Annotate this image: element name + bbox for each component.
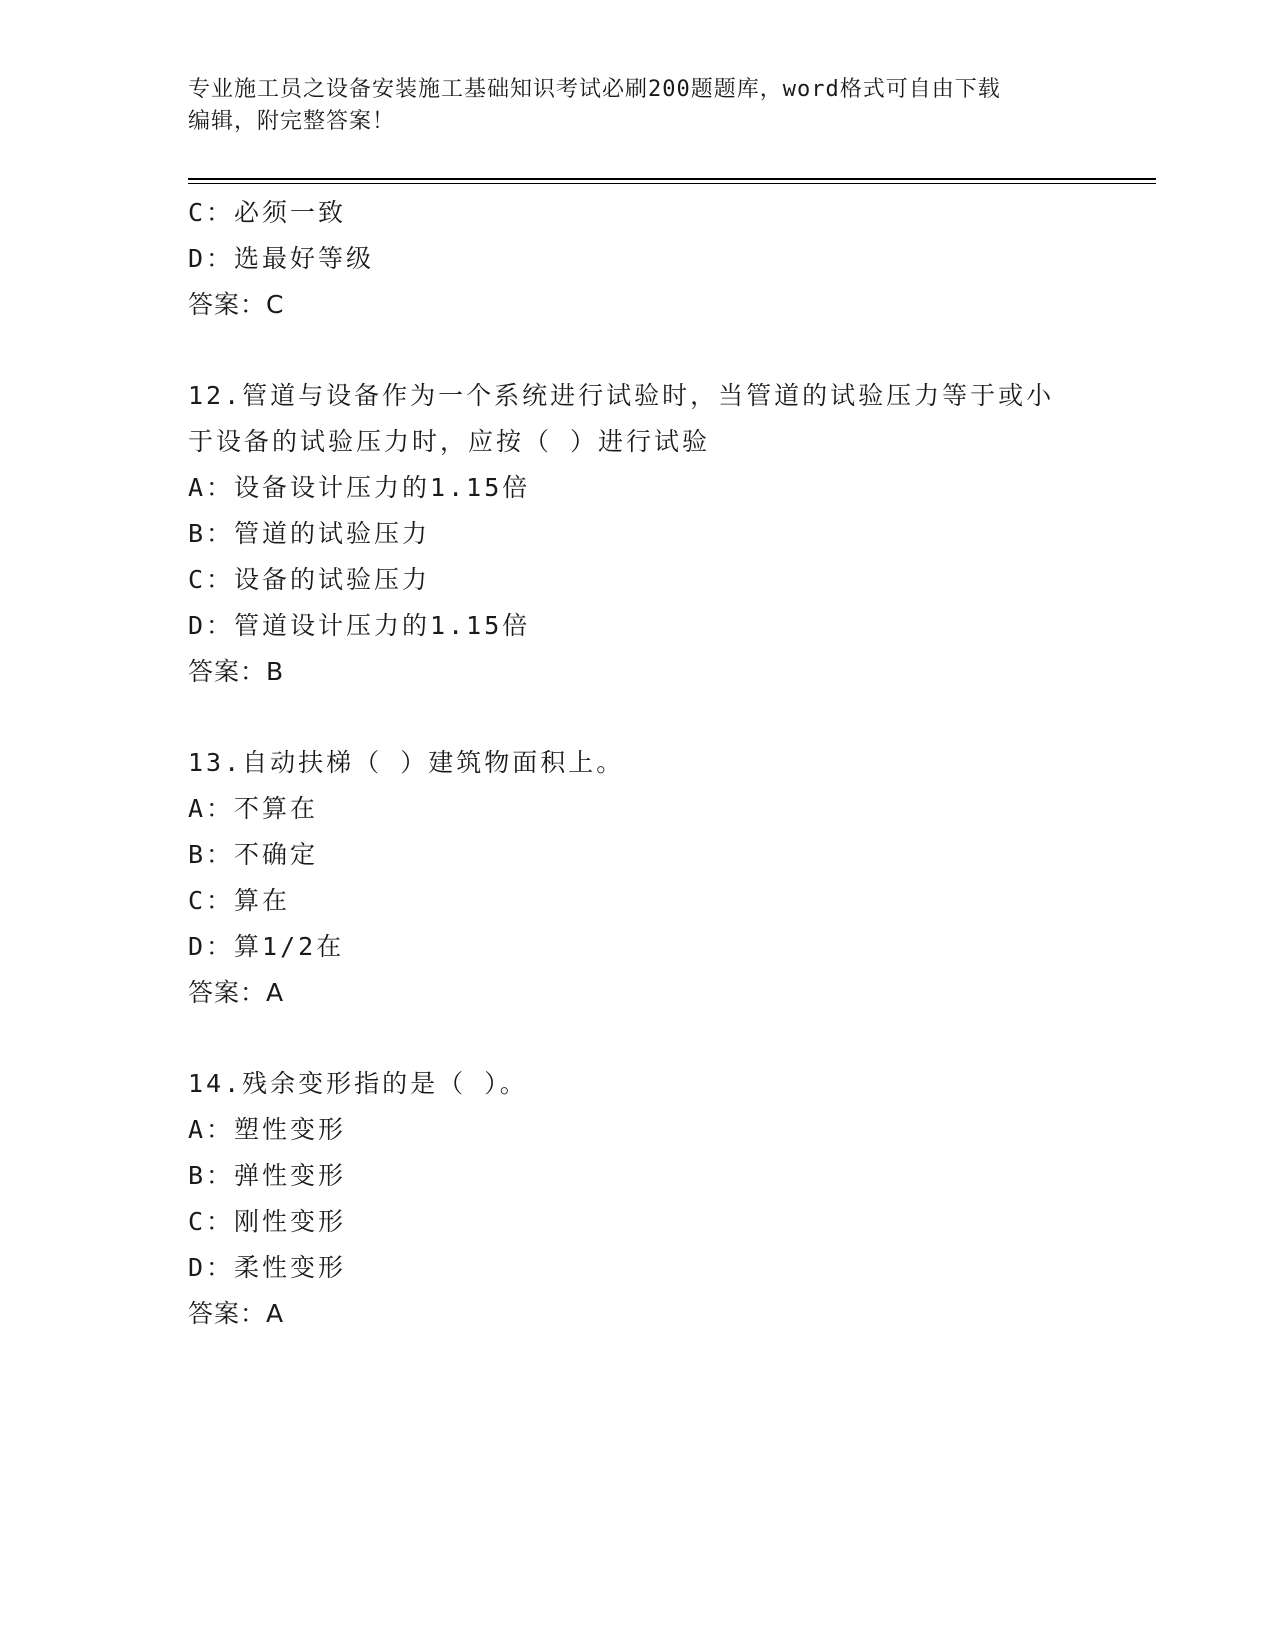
option-d: D：柔性变形 <box>188 1253 347 1282</box>
spacer <box>188 695 1088 740</box>
answer-line: 答案：B <box>188 657 285 686</box>
answer-line: 答案：A <box>188 1299 285 1328</box>
question-stem: 14.残余变形指的是（ ）。 <box>188 1069 528 1098</box>
option-d: D：管道设计压力的1.15倍 <box>188 611 531 640</box>
spacer <box>188 328 1088 373</box>
question-stem: 12.管道与设备作为一个系统进行试验时，当管道的试验压力等于或小 <box>188 381 1055 410</box>
option-b: B：不确定 <box>188 840 319 869</box>
option-d: D：选最好等级 <box>188 244 375 273</box>
header-title-line-2: 编辑，附完整答案！ <box>188 109 396 134</box>
option-c: C：设备的试验压力 <box>188 565 431 594</box>
option-a: A：塑性变形 <box>188 1115 347 1144</box>
header-divider-thick <box>188 178 1156 180</box>
answer-line: 答案：C <box>188 290 285 319</box>
header-title-line-1: 专业施工员之设备安装施工基础知识考试必刷200题题库，word格式可自由下载 <box>188 77 1001 102</box>
question-list <box>188 190 1088 1337</box>
option-c: C：算在 <box>188 886 291 915</box>
option-c: C：刚性变形 <box>188 1207 347 1236</box>
spacer <box>188 1016 1088 1061</box>
option-d: D：算1/2在 <box>188 932 345 961</box>
answer-line: 答案：A <box>188 978 285 1007</box>
option-a: A：不算在 <box>188 794 319 823</box>
question-stem-continued: 于设备的试验压力时，应按（ ）进行试验 <box>188 427 711 456</box>
question-stem: 13.自动扶梯（ ）建筑物面积上。 <box>188 748 625 777</box>
option-a: A：设备设计压力的1.15倍 <box>188 473 531 502</box>
document-header <box>188 74 1088 138</box>
question-11 <box>188 190 1088 328</box>
header-divider-thin <box>188 183 1156 184</box>
question-13 <box>188 740 1088 1016</box>
option-b: B：弹性变形 <box>188 1161 347 1190</box>
question-12 <box>188 373 1088 695</box>
option-c: C：必须一致 <box>188 198 347 227</box>
option-b: B：管道的试验压力 <box>188 519 431 548</box>
question-14 <box>188 1061 1088 1337</box>
